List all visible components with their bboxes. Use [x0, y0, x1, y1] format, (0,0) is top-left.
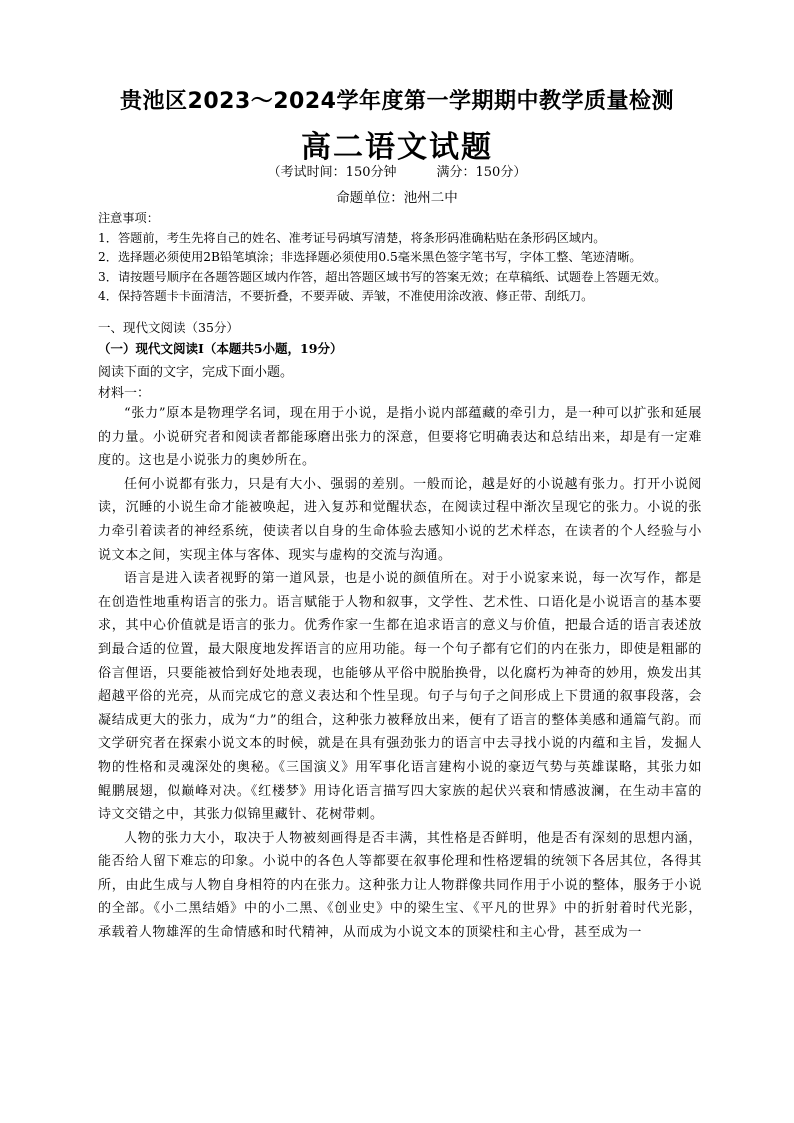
passage-paragraph: 任何小说都有张力，只是有大小、强弱的差别。一般而论，越是好的小说越有张力。打开小说阅读，沉睡的小说生命才能被唤起，进入复苏和觉醒状态，在阅读过程中渐次呈现它的张力。小说的张力牵引着读者的神经系统，使读者以自身的生命体验去感知小说的艺术样态，在读者的个人经验与小说文本之间，实现主体与客体、现实与虚构的交流与沟通。 [98, 476, 702, 563]
notes-item: 2．选择题必须使用2B铅笔填涂；非选择题必须使用0.5毫米黑色签字笔书写，字体工整、笔迹清晰。 [98, 250, 642, 264]
reading-instruction: 阅读下面的文字，完成下面小题。 [98, 365, 294, 380]
exam-title: 贵池区2023～2024学年度第一学期期中教学质量检测 [120, 89, 674, 114]
notes-heading: 注意事项： [98, 211, 159, 225]
exam-info [0, 161, 794, 180]
exam-subject-title: 高二语文试题 [301, 130, 493, 165]
notes-block [98, 209, 718, 307]
exam-time: （考试时间：150分钟 [267, 165, 397, 180]
full-score: 满分：150分） [436, 165, 527, 180]
section-heading: 一、现代文阅读（35分） [98, 320, 239, 335]
exam-unit: 命题单位：池州二中 [336, 190, 458, 206]
notes-item: 4．保持答题卡卡面清洁，不要折叠，不要弄破、弄皱，不准使用涂改液、修正带、刮纸刀。 [98, 289, 594, 303]
passage-paragraph: 人物的张力大小，取决于人物被刻画得是否丰满，其性格是否鲜明，他是否有深刻的思想内涵，能否给人留下难忘的印象。小说中的各色人等都要在叙事伦理和性格逻辑的统领下各居其位，各得其所，由此生成与人物自身相符的内在张力。这种张力让人物群像共同作用于小说的整体，服务于小说的全部。《小二黑结婚》中的小二黑、《创业史》中的梁生宝、《平凡的世界》中的折射着时代光影，承载着人物雄浑的生命情感和时代精神，从而成为小说文本的顶梁柱和主心骨，甚至成为一 [98, 830, 702, 941]
passage-paragraph: “张力”原本是物理学名词，现在用于小说，是指小说内部蕴藏的牵引力，是一种可以扩张和延展的力量。小说研究者和阅读者都能琢磨出张力的深意，但要将它明确表达和总结出来，却是有一定难度的。这也是小说张力的奥妙所在。 [98, 406, 702, 469]
material-label: 材料一： [98, 386, 151, 401]
passage-paragraph: 语言是进入读者视野的第一道风景，也是小说的颜值所在。对于小说家来说，每一次写作，都是在创造性地重构语言的张力。语言赋能于人物和叙事，文学性、艺术性、口语化是小说语言的基本要求，其中心价值就是语言的张力。优秀作家一生都在追求语言的意义与价值，把最合适的语言表述放到最合适的位置，最大限度地发挥语言的应用功能。每一个句子都有它们的内在张力，即使是粗鄙的俗言俚语，只要能被恰到好处地表现，也能够从平俗中脱胎换骨，以化腐朽为神奇的妙用，焕发出其超越平俗的光亮，从而完成它的意义表达和个性呈现。句子与句子之间形成上下贯通的叙事段落，会凝结成更大的张力，成为“力”的组合，这种张力被释放出来，便有了语言的整体美感和通篇气韵。而文学研究者在探索小说文本的时候，就是在具有强劲张力的语言中去寻找小说的内蕴和主旨，发掘人物的性格和灵魂深处的奥秘。《三国演义》用军事化语言建构小说的豪迈气势与英雄谋略，其张力如鲲鹏展翅，似巅峰对决。《红楼梦》用诗化语言描写四大家族的起伏兴衰和情感波澜，在生动丰富的诗文交错之中，其张力似锦里藏针、花树带刺。 [98, 571, 702, 823]
reading-passage [98, 402, 702, 945]
notes-item: 3．请按题号顺序在各题答题区域内作答，超出答题区域书写的答案无效；在草稿纸、试题卷上答题无效。 [98, 269, 667, 284]
notes-item: 1．答题前，考生先将自己的姓名、准考证号码填写清楚，将条形码准确粘贴在条形码区域内。 [98, 230, 606, 245]
subsection-heading: （一）现代文阅读Ⅰ（本题共5小题，19分） [98, 341, 343, 356]
